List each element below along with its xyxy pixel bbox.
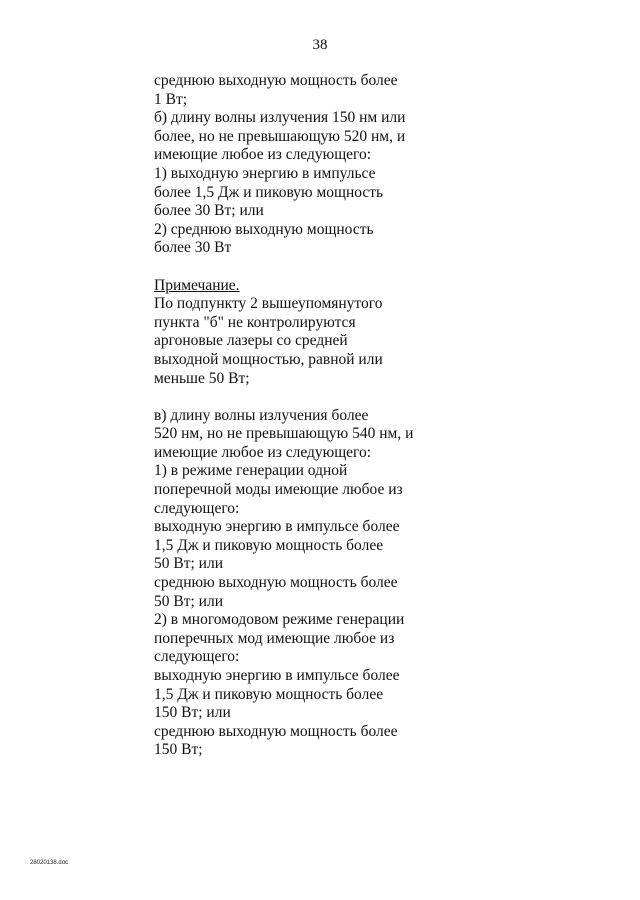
text-line: 1) выходную энергию в импульсе xyxy=(154,164,376,182)
note-line: меньше 50 Вт; xyxy=(154,369,250,387)
text-line: поперечной моды имеющие любое из xyxy=(154,481,403,499)
text-line: 50 Вт; или xyxy=(154,555,223,573)
text-line: имеющие любое из следующего: xyxy=(154,443,372,461)
text-line: более 30 Вт xyxy=(154,239,232,257)
note-line: выходной мощностью, равной или xyxy=(154,350,383,368)
note-line: По подпункту 2 вышеупомянутого xyxy=(154,295,383,313)
paragraph-gap xyxy=(154,388,454,407)
text-line: выходную энергию в импульсе более xyxy=(154,667,400,684)
text-line: в) длину волны излучения более xyxy=(154,406,369,424)
text-line: поперечных мод имеющие любое из xyxy=(154,629,395,647)
text-line: среднюю выходную мощность более xyxy=(154,574,398,592)
text-line: 50 Вт; или xyxy=(154,592,223,610)
text-line: 2) в многомодовом режиме генерации xyxy=(154,611,405,629)
text-line: более 1,5 Дж и пиковую мощность xyxy=(154,183,384,201)
text-line: 150 Вт; xyxy=(154,741,203,759)
note-line: пункта "б" не контролируются xyxy=(154,313,356,331)
text-line: более 30 Вт; или xyxy=(154,202,264,220)
text-line: 1,5 Дж и пиковую мощность более xyxy=(154,685,384,703)
text-line: выходную энергию в импульсе более xyxy=(154,518,400,536)
text-line: б) длину волны излучения 150 нм или xyxy=(154,109,406,127)
text-line: 2) среднюю выходную мощность xyxy=(154,220,374,238)
text-line: следующего: xyxy=(154,499,240,517)
text-line: среднюю выходную мощность более xyxy=(154,722,398,740)
document-body xyxy=(154,72,454,760)
text-line: 520 нм, но не превышающую 540 нм, и xyxy=(154,425,414,443)
page-number: 38 xyxy=(312,37,328,53)
text-line: 1) в режиме генерации одной xyxy=(154,462,348,480)
text-line: имеющие любое из следующего: xyxy=(154,146,372,164)
text-line: следующего: xyxy=(154,648,240,666)
text-line: 1 Вт; xyxy=(154,90,188,108)
paragraph-gap xyxy=(154,258,454,277)
text-line: более, но не превышающую 520 нм, и xyxy=(154,127,406,145)
text-line: 150 Вт; или xyxy=(154,704,231,722)
text-line: среднюю выходную мощность более xyxy=(154,72,398,89)
footer-file-code: 28020138.doc xyxy=(30,860,69,866)
text-line: 1,5 Дж и пиковую мощность более xyxy=(154,536,384,554)
note-line: аргоновые лазеры со средней xyxy=(154,332,348,350)
note-heading: Примечание. xyxy=(154,276,240,294)
